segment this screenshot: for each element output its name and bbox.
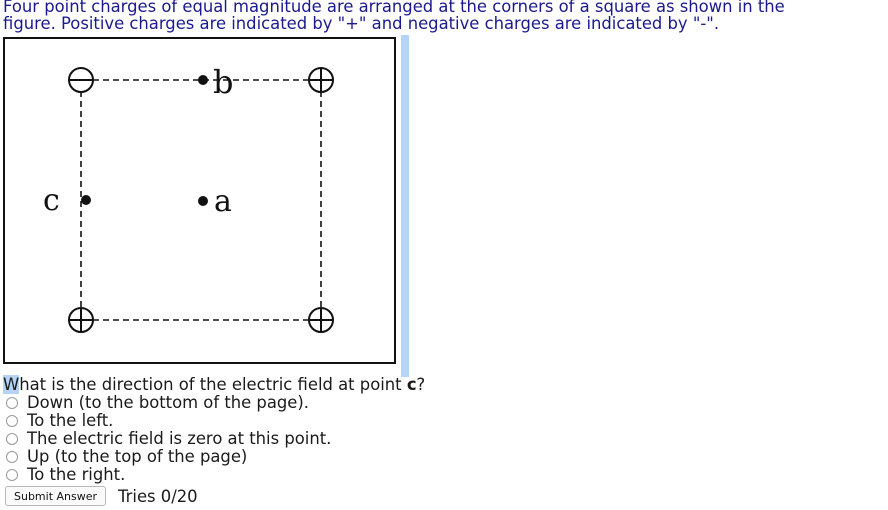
answer-option[interactable] (4, 448, 331, 466)
question-point: c (406, 375, 417, 394)
point-a-label: a (214, 184, 232, 219)
question-first-letter: W (3, 375, 20, 394)
option-label: To the left. (27, 411, 114, 430)
answer-option[interactable] (4, 394, 331, 412)
radio-button[interactable] (6, 451, 18, 463)
option-label: To the right. (27, 465, 126, 484)
question-text (3, 375, 425, 395)
charge-diagram (5, 39, 394, 362)
question-body: hat is the direction of the electric field at point (19, 375, 407, 394)
answer-option[interactable] (4, 412, 331, 430)
point-b-label: b (213, 63, 234, 101)
text-selection-highlight (401, 35, 409, 377)
point-b-dot (198, 75, 208, 85)
charge-top-left-negative (69, 68, 93, 92)
charge-figure (3, 37, 396, 364)
problem-statement (3, 0, 883, 32)
point-a-dot (198, 196, 208, 206)
answer-options (4, 394, 331, 484)
charge-bottom-left-positive (69, 308, 93, 332)
option-label: Up (to the top of the page) (27, 447, 248, 466)
option-label: The electric field is zero at this point. (27, 429, 332, 448)
charge-top-right-positive (309, 68, 333, 92)
radio-button[interactable] (6, 433, 18, 445)
submit-answer-button[interactable]: Submit Answer (5, 486, 106, 506)
answer-option[interactable] (4, 466, 331, 484)
option-label: Down (to the bottom of the page). (27, 393, 309, 412)
radio-button[interactable] (6, 469, 18, 481)
point-c-dot (81, 195, 91, 205)
charge-bottom-right-positive (309, 308, 333, 332)
tries-counter: Tries 0/20 (118, 486, 198, 506)
question-end: ? (416, 375, 426, 394)
point-c-label: c (43, 183, 60, 218)
problem-line-1: Four point charges of equal magnitude are arranged at the corners of a square as shown in the (3, 0, 785, 16)
problem-line-2: figure. Positive charges are indicated by "+" and negative charges are indicated by "-". (3, 14, 720, 33)
radio-button[interactable] (6, 397, 18, 409)
answer-option[interactable] (4, 430, 331, 448)
submit-row (5, 486, 198, 506)
radio-button[interactable] (6, 415, 18, 427)
